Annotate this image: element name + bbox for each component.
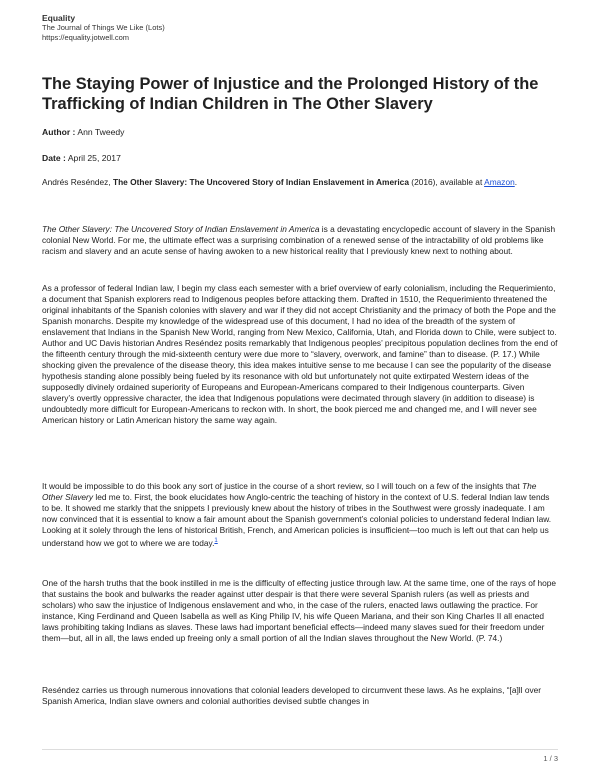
site-tagline: The Journal of Things We Like (Lots) — [42, 23, 165, 32]
citation: Andrés Reséndez, The Other Slavery: The Uncovered Story of Indian Enslavement in America (2016), available at Amazon. — [42, 177, 518, 187]
book-title-italic: The Other Slavery — [42, 481, 537, 502]
date-line — [42, 153, 121, 164]
page-number: 1 / 3 — [543, 754, 558, 763]
article-title: The Staying Power of Injustice and the Prolonged History of the Trafficking of Indian Children in The Other Slavery — [42, 75, 539, 113]
author-line — [42, 127, 124, 138]
date-label: Date : — [42, 153, 66, 163]
footer-divider — [42, 749, 558, 750]
article-date: April 25, 2017 — [67, 153, 121, 163]
site-header — [42, 13, 558, 43]
paragraph-1: The Other Slavery: The Uncovered Story of Indian Enslavement in America is a devastating encyclopedic account of slavery in the Spanish colonial New World. For me, the ultimate effect was a surprising combination of a renewed sense of the intractability of old problems like racism and slavery and an acute sense of having awoken to a new historical reality that I previously knew next to nothing about. — [42, 224, 556, 256]
book-title-italic: The Other Slavery: The Uncovered Story of Indian Enslavement in America — [42, 224, 320, 234]
author-name: Ann Tweedy — [77, 127, 125, 137]
site-name: Equality — [42, 13, 76, 23]
paragraph-3: It would be impossible to do this book any sort of justice in the course of a short review, so I will touch on a few of the insights that The Other Slavery led me to. First, the book elucidates how Anglo-centric the teaching of history in the context of U.S. federal Indian law tends to be. It showed me starkly that the snippets I previously knew about the history of tribes in the Southwest were grossly inadequate. I am now convinced that it is essential to know a fair amount about the Spanish government’s colonial policies to understand federal Indian law. Looking at it solely through the lens of historical British, French, and American policies is insufficient—too much is left out that can help us understand how we got to where we are today.$^1$ — [42, 481, 552, 548]
paragraph-2: As a professor of federal Indian law, I begin my class each semester with a brief overview of early colonialism, including the Requerimiento, a document that Spanish explorers read to Indigenous peoples before attacking them. Drafted in 1510, the Requerimiento threatened the original inhabitants of the Spanish colonies with slavery and war if they did not accept Christianity and the primacy of both the Pope and the Spanish monarchs. Despite my knowledge of the widespread use of this document, I had no idea of the breadth of the system of enslavement that Indians in the Spanish New World, ranging from New Mexico, California, Utah, and Florida down to Chile, were subject to. Author and UC Davis historian Andres Reséndez posits remarkably that Indigenous peoples’ precipitous population declines from the end of the fifteenth century through the mid-sixteenth century were due more to “slavery, overwork, and famine” than to disease. (P. 17.) While shocking given the prevalence of the disease theory, this idea makes intuitive sense to me because I can see the popularity of the disease hypothesis standing alone possibly being fueled by its resonance with old but unfortunately not quite extirpated Western ideas of the supposedly divinely ordained superiority of Europeans and European-Americans compared to their Indigenous counterparts. Given slavery’s overtly oppressive character, the idea that Indigenous populations were decimated through slavery (in addition to disease) is undoubtedly more difficult for European-Americans to reckon with. In short, the book pierced me and changed me, and I will never see American history or Latin American history the same way again. — [42, 283, 558, 425]
amazon-link[interactable]: Amazon — [484, 177, 515, 187]
citation-year: (2016), available at — [411, 177, 483, 187]
footnote-link[interactable]: 1 — [214, 538, 218, 544]
citation-author: Andrés Reséndez, — [42, 177, 111, 187]
paragraph-5: Reséndez carries us through numerous innovations that colonial leaders developed to circumvent these laws. As he explains, “[a]ll over Spanish America, Indian slave owners and colonial authorities devised subtle changes in — [42, 685, 542, 706]
paragraph-4: One of the harsh truths that the book instilled in me is the difficulty of effecting justice through law. At the same time, one of the rays of hope that sustains the book and bulwarks the reader against utter despair is that there were several Spanish rulers (as well as priests and scholars) who saw the injustice of Indigenous enslavement and who, in the case of the rulers, enacted laws outlawing the practice. For instance, King Ferdinand and Queen Isabella as well as King Philip IV, his wife Queen Mariana, and their son King Charles II all enacted laws prohibiting taking Indians as slaves. These laws had important beneficial effects—indeed many slaves sued for their freedom under them—but, all in all, the laws ended up freeing only a small portion of all the Indian slaves throughout the New World. (P. 74.) — [42, 578, 557, 643]
site-url[interactable]: https://equality.jotwell.com — [42, 33, 129, 42]
citation-book-title: The Other Slavery: The Uncovered Story of Indian Enslavement in America — [112, 177, 409, 187]
author-label: Author : — [42, 127, 76, 137]
